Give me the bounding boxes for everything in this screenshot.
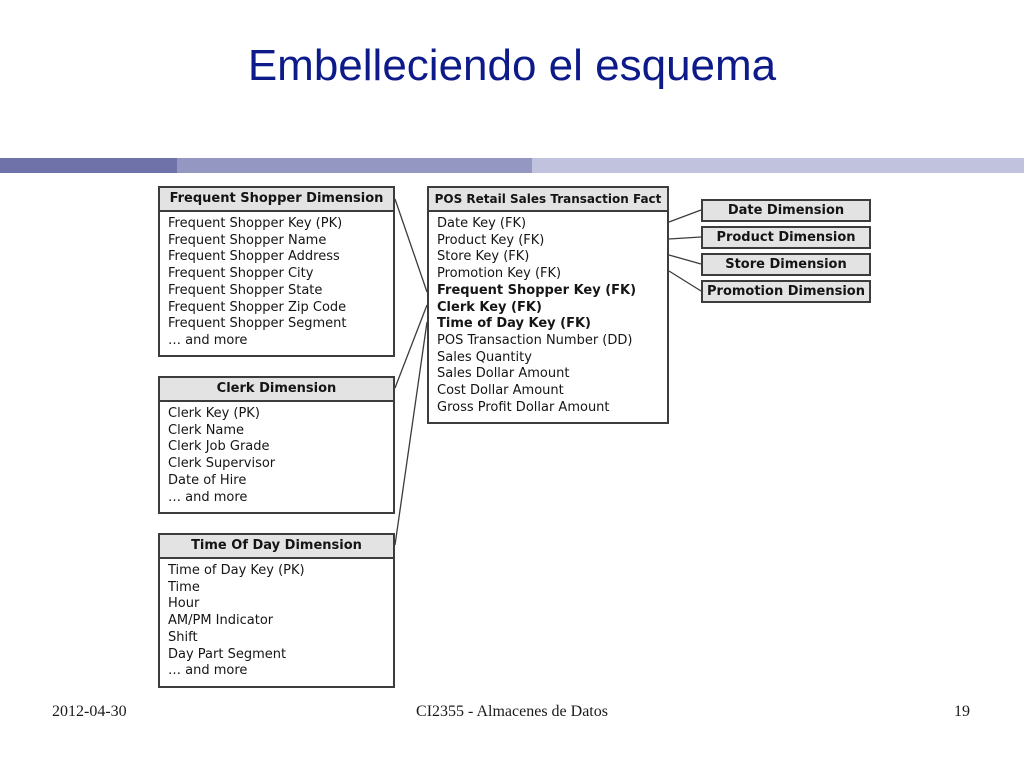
table-fields — [429, 212, 667, 416]
table-field: POS Transaction Number (DD) — [437, 332, 633, 348]
table-field: Frequent Shopper Segment — [168, 316, 347, 332]
table-field-highlighted: Clerk Key (FK) — [437, 299, 542, 315]
table-field: Frequent Shopper Name — [168, 232, 327, 248]
link-frequent-shopper — [395, 199, 427, 292]
frequent-shopper-dimension-table — [158, 186, 395, 357]
table-field: Frequent Shopper Zip Code — [168, 299, 347, 315]
table-field: AM/PM Indicator — [168, 613, 274, 629]
table-header: Frequent Shopper Dimension — [160, 188, 393, 212]
table-field: Clerk Key (PK) — [168, 406, 260, 421]
footer-date: 2012-04-30 — [52, 703, 127, 720]
date-dimension-box: Date Dimension — [701, 199, 871, 222]
table-field: Frequent Shopper Address — [168, 249, 340, 265]
table-fields — [160, 402, 393, 506]
table-field: Frequent Shopper Key (PK) — [168, 216, 343, 231]
link-time-of-day — [395, 322, 427, 545]
link-promotion — [669, 271, 701, 291]
table-field-highlighted: Frequent Shopper Key (FK) — [437, 282, 637, 298]
table-field: Cost Dollar Amount — [437, 383, 564, 399]
table-field: Sales Dollar Amount — [437, 366, 570, 382]
table-field: Date of Hire — [168, 472, 247, 488]
table-field: Clerk Job Grade — [168, 439, 270, 455]
pos-retail-sales-fact-table — [427, 186, 669, 424]
table-field: Clerk Supervisor — [168, 456, 276, 472]
table-field: Time — [168, 579, 200, 595]
table-field: Day Part Segment — [168, 646, 287, 662]
table-header: Time Of Day Dimension — [160, 535, 393, 559]
table-field: Frequent Shopper City — [168, 266, 314, 282]
footer-page-number: 19 — [954, 703, 970, 720]
promotion-dimension-box: Promotion Dimension — [701, 280, 871, 303]
table-field-highlighted: Time of Day Key (FK) — [437, 316, 591, 332]
table-field: Hour — [168, 596, 200, 612]
time-of-day-dimension-table — [158, 533, 395, 688]
table-field: Gross Profit Dollar Amount — [437, 399, 610, 415]
table-fields — [160, 212, 393, 350]
table-field: … and more — [168, 489, 248, 505]
product-dimension-box: Product Dimension — [701, 226, 871, 249]
footer-course: CI2355 - Almacenes de Datos — [416, 703, 608, 720]
table-field: Product Key (FK) — [437, 232, 545, 248]
table-header: Clerk Dimension — [160, 378, 393, 402]
link-store — [669, 255, 701, 264]
table-header: POS Retail Sales Transaction Fact — [429, 188, 667, 212]
link-clerk — [395, 305, 427, 388]
link-date — [669, 210, 701, 222]
slide-title: Embelleciendo el esquema — [247, 41, 777, 90]
table-field: … and more — [168, 663, 248, 679]
table-fields — [160, 559, 393, 680]
table-field: Sales Quantity — [437, 349, 532, 365]
table-field: Frequent Shopper State — [168, 282, 323, 298]
table-field: Shift — [168, 629, 198, 645]
table-field: Promotion Key (FK) — [437, 266, 562, 282]
table-field: Date Key (FK) — [437, 216, 527, 231]
link-product — [669, 237, 701, 239]
table-field: … and more — [168, 332, 248, 348]
table-field: Time of Day Key (PK) — [168, 563, 305, 578]
store-dimension-box: Store Dimension — [701, 253, 871, 276]
clerk-dimension-table — [158, 376, 395, 514]
table-field: Store Key (FK) — [437, 249, 530, 265]
table-field: Clerk Name — [168, 422, 245, 438]
